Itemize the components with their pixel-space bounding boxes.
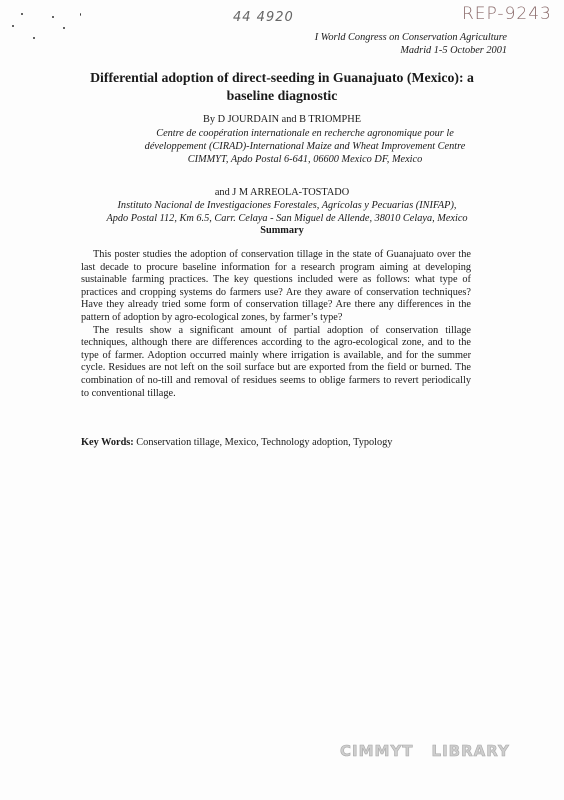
keywords-label: Key Words: [81,437,134,448]
scan-speck [21,13,23,15]
affiliation-line: Instituto Nacional de Investigaciones Forestales, Agrícolas y Pecuarias (INIFAP), [117,200,457,211]
affiliation-line: Apdo Postal 112, Km 6.5, Carr. Celaya - San Miguel de Allende, 38010 Celaya, Mexico [106,213,468,225]
scan-speck [12,25,14,27]
summary-paragraph-2: The results show a significant amount of partial adoption of conservation tillage techniques, although there are differences according to the agro-ecological zone, and to the type of farmer. Adoption occurred mainly where irrigation is available, and for the summer cycle. Residues are not left on the soil surface but are exported from the field or burned. The combination of no-till and removal of residues seems to oblige farmers to revert periodically to conventional tillage. [81,324,471,399]
handwritten-accession-number: 44 4920 [233,10,294,25]
conference-name: I World Congress on Conservation Agriculture [314,32,507,43]
conference-header [315,31,507,57]
scan-speck [63,27,65,29]
scan-speck [33,37,35,39]
keywords-text: Conservation tillage, Mexico, Technology adoption, Typology [133,437,393,448]
second-authors: and J M ARREOLA-TOSTADO [214,187,350,198]
stamp-word-cimmyt: CIMMYT [340,742,414,760]
paper-title-line-1: Differential adoption of direct-seeding in Guanajuato (Mexico): a [90,70,474,85]
summary-body [81,249,471,400]
scan-speck [52,16,54,18]
summary-heading: Summary [260,225,304,236]
first-affiliation [100,127,510,167]
library-stamp [340,742,510,760]
first-authors: By D JOURDAIN and B TRIOMPHE [203,114,361,125]
paper-title-line-2: baseline diagnostic [226,88,338,103]
affiliation-line: Centre de coopération internationale en recherche agronomique pour le [156,128,454,139]
conference-date: Madrid 1-5 October 2001 [400,45,507,56]
affiliation-line: développement (CIRAD)-International Maize and Wheat Improvement Centre [144,141,466,153]
affiliation-line: CIMMYT, Apdo Postal 6-641, 06600 Mexico DF, Mexico [187,154,423,166]
paper-title [60,69,504,105]
stamp-word-library: LIBRARY [431,742,510,760]
second-affiliation [70,199,504,225]
summary-paragraph-1: This poster studies the adoption of conservation tillage in the state of Guanajuato over the last decade to procure baseline information for a research program aiming at developing sustainable farming practices. The key questions included were as follows: what type of practices and cropping systems do farmers use? Are they aware of conservation techniques? Have they already tried some form of conservation tillage? Are there any differences in the pattern of adoption by agro-ecological zones, by farmer’s type? [81,249,471,323]
keywords [81,436,481,449]
handwritten-reference-number: REP-9243 [462,4,552,24]
scan-speck [80,13,81,16]
